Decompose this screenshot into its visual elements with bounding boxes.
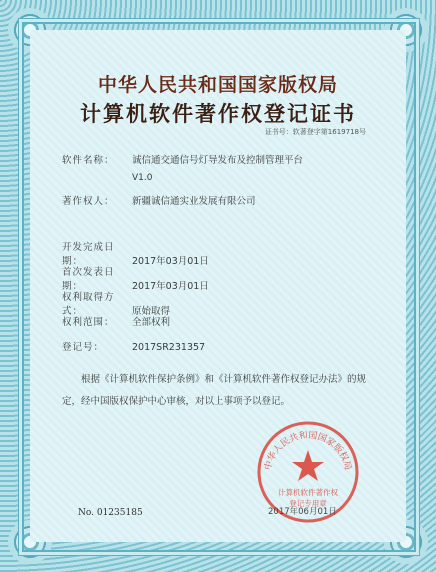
certificate-number: 证书号：软著登字第1619718号 xyxy=(264,128,366,136)
field-label: 权利取得方式： xyxy=(62,292,115,317)
field-copyright-owner xyxy=(62,193,256,207)
field-publish-date xyxy=(62,264,209,292)
legal-statement: 根据《计算机软件保护条例》和《计算机软件著作权登记办法》的规定，经中国版权保护中心审核，对以上事项予以登记。 xyxy=(62,374,367,407)
serial-number: No. 01235185 xyxy=(78,508,143,518)
field-acquisition xyxy=(62,289,170,317)
field-software-name xyxy=(62,152,303,166)
field-label: 首次发表日期： xyxy=(62,267,115,292)
field-label: 权利范围： xyxy=(62,317,115,328)
field-value: 2017年03月01日 xyxy=(132,256,209,267)
field-scope xyxy=(62,314,170,328)
software-version: V1.0 xyxy=(132,173,153,183)
field-value: 原始取得 xyxy=(132,306,171,317)
issuing-authority: 中华人民共和国国家版权局 xyxy=(97,74,338,96)
field-label: 登记号： xyxy=(62,342,105,353)
field-label: 开发完成日期： xyxy=(62,242,115,267)
certificate-title: 计算机软件著作权登记证书 xyxy=(80,101,356,126)
field-value: 2017SR231357 xyxy=(132,342,206,353)
svg-text:中华人民共和国国家版权局: 中华人民共和国国家版权局 xyxy=(263,430,353,472)
field-value: 2017年03月01日 xyxy=(132,281,209,292)
field-dev-date xyxy=(62,239,209,267)
field-registration-no xyxy=(62,339,205,353)
field-value: 全部权利 xyxy=(132,317,171,328)
field-value: 诚信通交通信号灯导发布及控制管理平台 xyxy=(132,155,304,166)
issue-date: 2017年06月01日 xyxy=(268,507,337,517)
field-label: 软件名称： xyxy=(62,155,115,166)
field-value: 新疆诚信通实业发展有限公司 xyxy=(132,196,256,207)
field-label: 著作权人： xyxy=(62,196,115,207)
svg-text:登记专用章: 登记专用章 xyxy=(289,499,327,508)
svg-text:计算机软件著作权: 计算机软件著作权 xyxy=(278,488,338,497)
